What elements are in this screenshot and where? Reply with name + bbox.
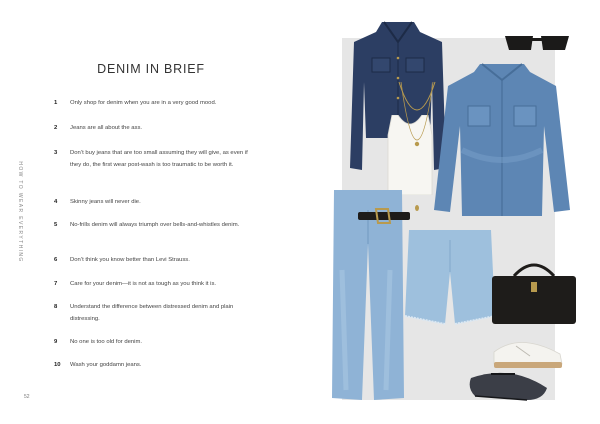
rule-number: 9 [54, 339, 58, 345]
rule-number: 1 [54, 100, 58, 106]
black-top-handle-bag [488, 256, 580, 326]
rule-text: Don’t think you know better than Levi Strauss. [70, 257, 190, 263]
rule-number: 7 [54, 281, 58, 287]
rule-number: 5 [54, 222, 58, 228]
page-number: 52 [24, 394, 30, 400]
rule-text: Understand the difference between distressed denim and plain distressing. [70, 304, 234, 322]
rule-number: 3 [54, 150, 58, 156]
rule-text: No-frills denim will always triumph over bells-and-whistles denim. [70, 222, 240, 228]
rule-text: Don’t buy jeans that are too small assuming they will give, as even if they do, the first wear post-wash is too traumatic to be worth it. [70, 150, 248, 168]
rule-number: 6 [54, 257, 58, 263]
black-sunglasses [503, 32, 571, 54]
light-denim-shirt [432, 60, 572, 220]
white-sneaker [490, 336, 566, 372]
rule-text: Only shop for denim when you are in a very good mood. [70, 100, 217, 106]
spine-running-head: HOW TO WEAR EVERYTHING [17, 161, 23, 263]
black-leather-belt [356, 205, 412, 227]
rule-text: Jeans are all about the ass. [70, 125, 143, 131]
rule-text: Care for your denim—it is not as tough as you think it is. [70, 281, 217, 287]
rule-text: Wash your goddamn jeans. [70, 362, 142, 368]
denim-cutoff-shorts [405, 228, 495, 328]
mesh-mary-jane-flat [467, 368, 551, 404]
rule-number: 8 [54, 304, 58, 310]
rule-text: No one is too old for denim. [70, 339, 143, 345]
rule-number: 4 [54, 199, 58, 205]
page-title: DENIM IN BRIEF [97, 62, 205, 76]
right-page-collage [300, 0, 600, 424]
rule-text: Skinny jeans will never die. [70, 199, 141, 205]
rule-number: 2 [54, 125, 58, 131]
rule-number: 10 [54, 362, 61, 368]
